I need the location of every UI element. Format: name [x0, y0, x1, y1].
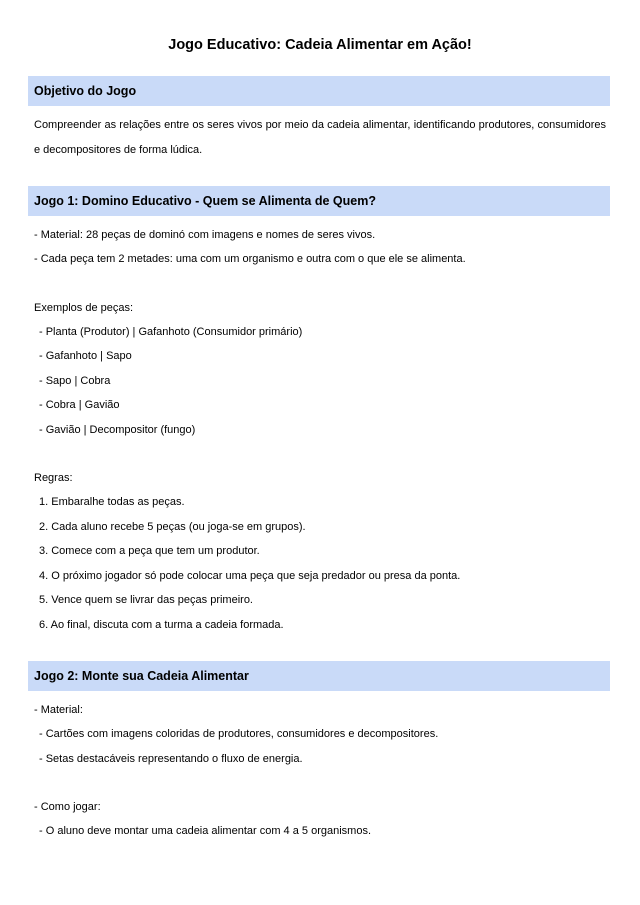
- example-item: - Cobra | Gavião: [39, 399, 120, 411]
- section-heading: Jogo 1: Domino Educativo - Quem se Alimenta de Quem?: [34, 194, 376, 208]
- game2-howto-label: - Como jogar:: [34, 801, 101, 813]
- section-heading: Jogo 2: Monte sua Cadeia Alimentar: [34, 669, 249, 683]
- example-item: - Planta (Produtor) | Gafanhoto (Consumidor primário): [39, 326, 303, 338]
- rule-item: 6. Ao final, discuta com a turma a cadeia formada.: [39, 619, 284, 631]
- section-header-game2: [28, 661, 610, 691]
- rule-item: 5. Vence quem se livrar das peças primeiro.: [39, 594, 253, 606]
- examples-label: Exemplos de peças:: [34, 302, 134, 314]
- document-title: Jogo Educativo: Cadeia Alimentar em Ação!: [168, 37, 472, 53]
- rule-item: 3. Comece com a peça que tem um produtor.: [39, 545, 260, 557]
- game1-pieces-desc: - Cada peça tem 2 metades: uma com um organismo e outra com o que ele se alimenta.: [34, 253, 466, 265]
- game1-material: - Material: 28 peças de dominó com imagens e nomes de seres vivos.: [34, 229, 376, 241]
- example-item: - Gafanhoto | Sapo: [39, 350, 132, 362]
- rule-item: 4. O próximo jogador só pode colocar uma peça que seja predador ou presa da ponta.: [39, 570, 461, 582]
- rule-item: 1. Embaralhe todas as peças.: [39, 496, 185, 508]
- section-header-objective: [28, 76, 610, 106]
- rules-label: Regras:: [34, 472, 73, 484]
- example-item: - Sapo | Cobra: [39, 375, 111, 387]
- objective-text: Compreender as relações entre os seres vivos por meio da cadeia alimentar, identificando produtores, consumidores e decompositores de forma lúdica.: [34, 119, 606, 156]
- material-item: - Setas destacáveis representando o fluxo de energia.: [39, 753, 303, 765]
- material-item: - Cartões com imagens coloridas de produtores, consumidores e decompositores.: [39, 728, 439, 740]
- section-heading: Objetivo do Jogo: [34, 84, 137, 98]
- game2-material-label: - Material:: [34, 704, 83, 716]
- rule-item: 2. Cada aluno recebe 5 peças (ou joga-se em grupos).: [39, 521, 306, 533]
- section-header-game1: [28, 186, 610, 216]
- example-item: - Gavião | Decompositor (fungo): [39, 424, 196, 436]
- howto-item: - O aluno deve montar uma cadeia alimentar com 4 a 5 organismos.: [39, 825, 371, 837]
